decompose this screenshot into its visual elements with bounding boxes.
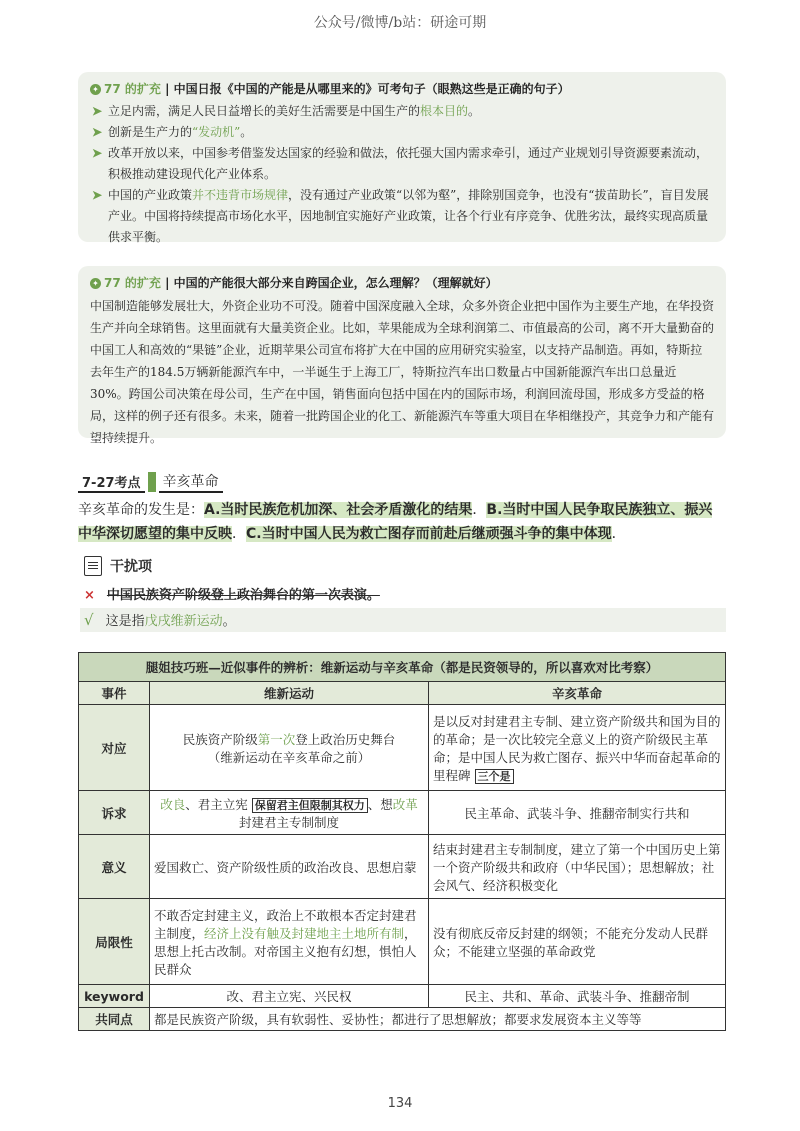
table-header: 事件 维新运动 辛亥革命: [79, 682, 726, 705]
bullet-item: ➤ 中国的产业政策并不违背市场规律，没有通过产业政策“以邻为壑”，排除别国竞争，也没有“拔苗助长”，盲目发展产业。中国将持续提高市场化水平，因地制宜实施好产业政策，让各个行业有序竞争、优胜劣汰，最终实现高质量供求平衡。: [90, 185, 714, 248]
bullet-item: ➤ 立足内需，满足人民日益增长的美好生活需要是中国生产的根本目的。: [90, 101, 714, 122]
arrow-right-icon: ➤: [92, 188, 103, 202]
page-number: 134: [387, 1096, 413, 1111]
table-row: 诉求 改良、君主立宪 保留君主但限制其权力 、想改革封建君主专制制度 民主革命、武装斗争、推翻帝制实行共和: [79, 791, 726, 835]
wrong-option: × 中国民族资产阶级登上政治舞台的第一次表演。: [84, 588, 380, 603]
table-row: keyword 改、君主立宪、兴民权 民主、共和、革命、武装斗争、推翻帝制: [79, 985, 726, 1008]
table-row: 局限性 不敢否定封建主义，政治上不敢根本否定封建君主制度，经济上没有触及封建地主土地所有制，思想上托古改制。对帝国主义抱有幻想，惧怕人民群众 没有彻底反帝反封建的纲领；不能充分发动人民群众；不能建立坚强的革命政党: [79, 899, 726, 985]
section-code: 7-27考点: [78, 472, 145, 493]
bookmark-icon: [148, 472, 156, 492]
table-row: 共同点 都是民族资产阶级，具有软弱性、妥协性；都进行了思想解放；都要求发展资本主义等等: [79, 1008, 726, 1031]
note-title: 中国的产能很大部分来自跨国企业，怎么理解？（理解就好）: [173, 276, 498, 290]
note-box-1-heading: ✦ 77 的扩充 | 中国日报《中国的产能是从哪里来的》可考句子（眼熟这些是正确的句子）: [90, 80, 714, 97]
document-icon: [84, 556, 102, 576]
check-icon: √: [84, 611, 94, 629]
correct-note: √ 这是指戊戌维新运动。: [80, 608, 726, 632]
note-box-2-heading: ✦ 77 的扩充 | 中国的产能很大部分来自跨国企业，怎么理解？（理解就好）: [90, 274, 714, 291]
bullet-item: ➤ 改革开放以来，中国参考借鉴发达国家的经验和做法，依托强大国内需求牵引，通过产业规划引导资源要素流动，积极推动建设现代化产业体系。: [90, 143, 714, 185]
lightbulb-icon: ✦: [90, 278, 101, 289]
comparison-table: [78, 652, 726, 1031]
bullet-item: ➤ 创新是生产力的“发动机”。: [90, 122, 714, 143]
note-title: 中国日报《中国的产能是从哪里来的》可考句子（眼熟这些是正确的句子）: [173, 82, 570, 96]
intro-paragraph: 辛亥革命的发生是：A.当时民族危机加深、社会矛盾激化的结果．B.当时中国人民争取民族独立、振兴中华深切愿望的集中反映．C.当时中国人民为救亡图存而前赴后继顽强斗争的集中体现．: [78, 502, 713, 542]
note-tag: 77 的扩充: [104, 276, 161, 290]
table-row: 意义 爱国救亡、资产阶级性质的政治改良、思想启蒙 结束封建君主专制制度，建立了第一个中国历史上第一个资产阶级共和政府（中华民国）；思想解放；社会风气、经济积极变化: [79, 835, 726, 899]
cross-icon: ×: [84, 588, 95, 603]
table-title: 腿姐技巧班—近似事件的辨析：维新运动与辛亥革命（都是民资领导的，所以喜欢对比考察）: [79, 653, 726, 682]
section-title: 辛亥革命: [159, 471, 223, 493]
lightbulb-icon: ✦: [90, 84, 101, 95]
note-tag: 77 的扩充: [104, 82, 161, 96]
interference-heading: 干扰项: [84, 556, 152, 576]
note-paragraph: 中国制造能够发展壮大，外资企业功不可没。随着中国深度融入全球，众多外资企业把中国作为主要生产地，在华投资生产并向全球销售。这里面就有大量美资企业。比如，苹果能成为全球利润第二、市值最高的公司，离不开大量勤奋的中国工人和高效的“果链”企业，近期苹果公司宣布将扩大在中国的应用研究实验室，以支持产品制造。再如，特斯拉去年生产的184.5万辆新能源汽车中，一半诞生于上海工厂，特斯拉汽车出口数量占中国新能源汽车出口总量近30%。跨国公司决策在母公司，生产在中国，销售面向包括中国在内的国际市场，利润回流母国，形成多方受益的格局，这样的例子还有很多。未来，随着一批跨国企业的化工、新能源汽车等重大项目在华相继投产，其竞争力和产能有望持续提升。: [90, 299, 715, 445]
section-heading: [78, 472, 223, 492]
arrow-right-icon: ➤: [92, 104, 103, 118]
arrow-right-icon: ➤: [92, 125, 103, 139]
arrow-right-icon: ➤: [92, 146, 103, 160]
note-box-2: [78, 266, 726, 445]
table-row: 对应 民族资产阶级第一次登上政治历史舞台 （维新运动在辛亥革命之前） 是以反对封建君主专制、建立资产阶级共和国为目的的革命；是一次比较完全意义上的资产阶级民主革命；是中国人民为救亡图存、振兴中华而奋起革命的里程碑 三个是: [79, 705, 726, 791]
note-box-1: [78, 72, 726, 242]
page-header: 公众号/微博/b站：研途可期: [313, 15, 487, 31]
